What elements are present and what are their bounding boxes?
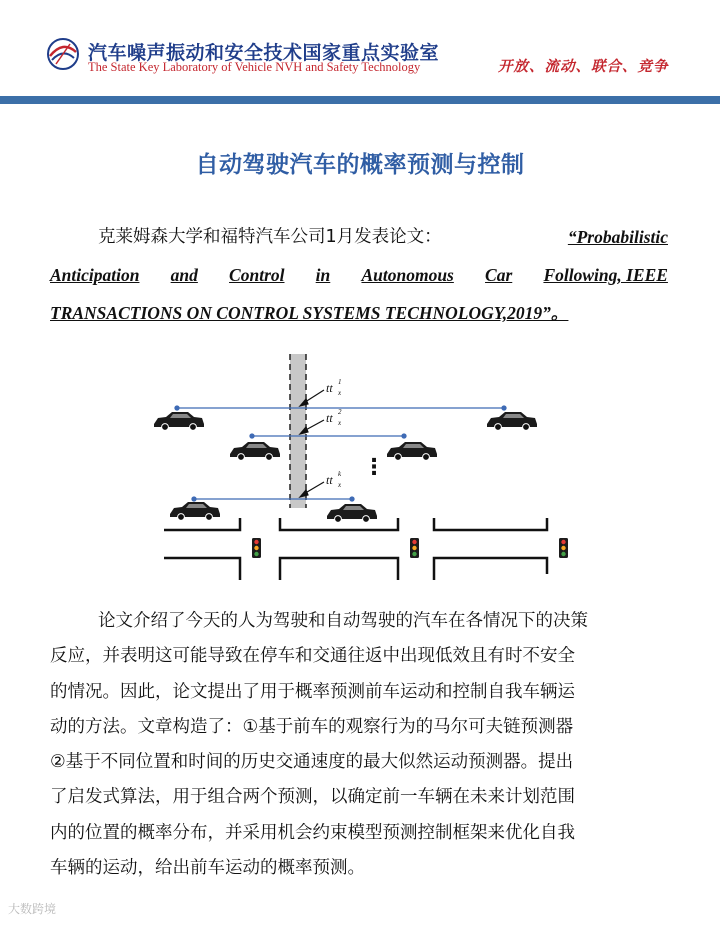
intro-text: 克莱姆森大学和福特汽车公司1月发表论文： bbox=[98, 227, 442, 247]
citation-word: Control bbox=[229, 265, 285, 285]
car bbox=[487, 412, 537, 430]
citation-word: Autonomous bbox=[361, 265, 454, 285]
car bbox=[387, 442, 437, 460]
car bbox=[170, 502, 220, 520]
tt-sub-2: x bbox=[338, 419, 342, 427]
car-following-diagram bbox=[152, 352, 572, 588]
tt-sup-k: k bbox=[338, 470, 342, 478]
lab-logo-icon bbox=[44, 36, 82, 72]
car bbox=[327, 504, 377, 522]
ellipsis-dots: ⋮ bbox=[363, 455, 385, 480]
article-body bbox=[50, 604, 668, 886]
page-header bbox=[0, 0, 720, 96]
traffic-light-icon bbox=[559, 538, 568, 558]
slogan: 开放、流动、联合、竞争 bbox=[498, 58, 669, 75]
tt-sub-1: x bbox=[338, 389, 342, 397]
tt-sup-2: 2 bbox=[338, 408, 342, 416]
citation-word: Anticipation bbox=[50, 265, 140, 285]
body-line: 内的位置的概率分布，并采用机会约束模型预测控制框架来优化自我 bbox=[50, 822, 575, 843]
body-line: 的情况。因此，论文提出了用于概率预测前车运动和控制自我车辆运 bbox=[50, 681, 575, 702]
tt-label-1: tt bbox=[326, 381, 333, 395]
body-line: 动的方法。文章构造了：①基于前车的观察行为的马尔可夫链预测器 bbox=[50, 716, 574, 737]
lab-name-cn: 汽车噪声振动和安全技术国家重点实验室 bbox=[88, 42, 440, 64]
citation-word: Following, IEEE bbox=[543, 265, 668, 285]
lab-name-en: The State Key Laboratory of Vehicle NVH and Safety Technology bbox=[88, 60, 421, 74]
citation-part-1: “Probabilistic bbox=[567, 227, 668, 247]
body-line: 反应，并表明这可能导致在停车和交通往返中出现低效且有时不安全 bbox=[50, 646, 575, 667]
citation-line-2 bbox=[50, 256, 668, 294]
citation-part-3: TRANSACTIONS ON CONTROL SYSTEMS TECHNOLOGY,2019”。 bbox=[50, 303, 569, 323]
article-intro bbox=[50, 218, 668, 332]
article-title: 自动驾驶汽车的概率预测与控制 bbox=[195, 152, 525, 178]
tt-label-2: tt bbox=[326, 411, 333, 425]
body-line: 了启发式算法，用于组合两个预测，以确定前一车辆在未来计划范围 bbox=[50, 787, 575, 808]
body-line: ②基于不同位置和时间的历史交通速度的最大似然运动预测器。提出 bbox=[50, 752, 574, 773]
traffic-light-icon bbox=[252, 538, 261, 558]
traffic-light-icon bbox=[410, 538, 419, 558]
body-line: 车辆的运动，给出前车运动的概率预测。 bbox=[50, 858, 365, 879]
citation-word: in bbox=[315, 265, 331, 285]
citation-word: and bbox=[170, 265, 198, 285]
body-line: 论文介绍了今天的人为驾驶和自动驾驶的汽车在各情况下的决策 bbox=[98, 611, 588, 631]
tt-label-k: tt bbox=[326, 473, 333, 487]
car bbox=[230, 442, 280, 460]
car bbox=[154, 412, 204, 430]
header-divider-bar bbox=[0, 96, 720, 104]
citation-word: Car bbox=[485, 265, 513, 285]
tt-sub-k: x bbox=[338, 481, 342, 489]
watermark: 大数跨境 bbox=[8, 902, 57, 916]
tt-sup-1: 1 bbox=[338, 378, 342, 386]
